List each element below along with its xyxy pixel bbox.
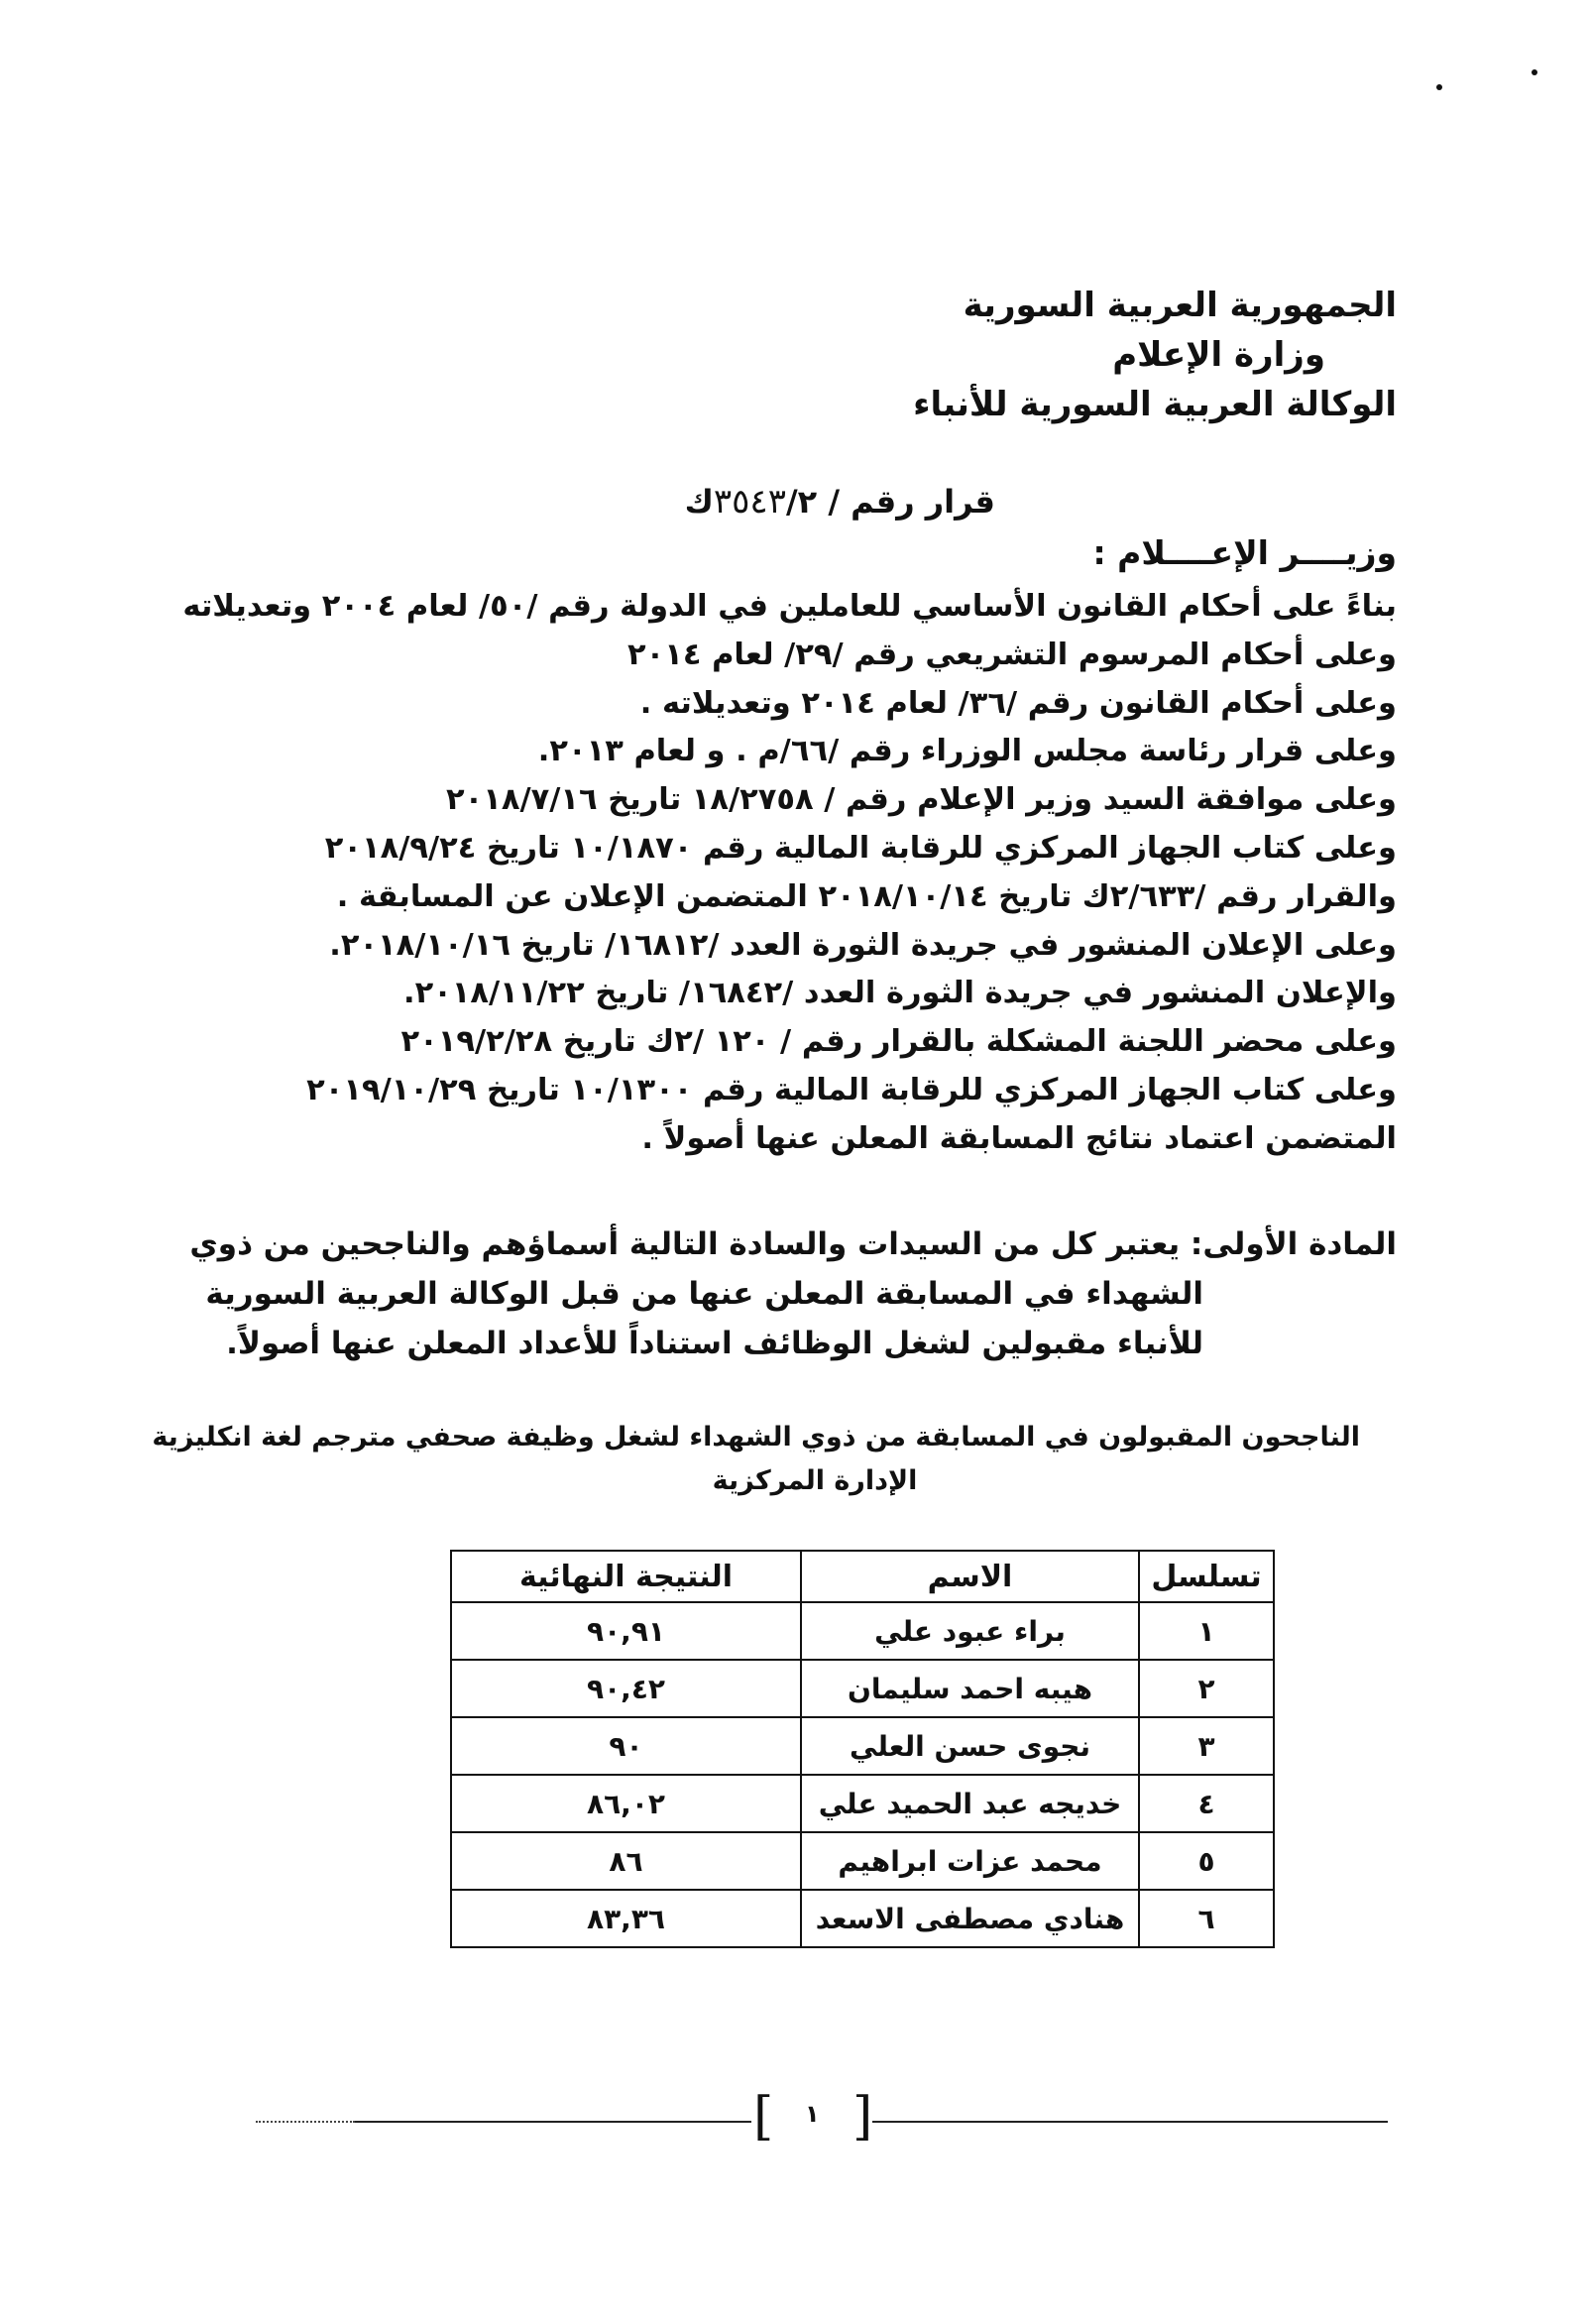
row-name: براء عبود علي [801, 1602, 1139, 1660]
footer-dotted-line [256, 2121, 355, 2123]
row-score: ٨٣,٣٦ [451, 1890, 801, 1947]
row-seq: ٢ [1139, 1660, 1274, 1717]
footer-line-right [872, 2121, 1388, 2123]
article-line: للأنباء مقبولين لشغل الوظائف استناداً للأعداد المعلن عنها أصولاً. [226, 1326, 1203, 1361]
row-score: ٨٦ [451, 1832, 801, 1890]
row-score: ٩٠,٩١ [451, 1602, 801, 1660]
row-score: ٨٦,٠٢ [451, 1775, 801, 1832]
preamble-line: وعلى كتاب الجهاز المركزي للرقابة المالية رقم ١٠/١٨٧٠ تاريخ ٢٠١٨/٩/٢٤ [324, 830, 1397, 866]
preamble-line: وعلى أحكام المرسوم التشريعي رقم /٢٩/ لعام ٢٠١٤ [626, 637, 1397, 672]
row-name: محمد عزات ابراهيم [801, 1832, 1139, 1890]
scan-dot [1532, 69, 1537, 75]
preamble-line: وعلى أحكام القانون رقم /٣٦/ لعام ٢٠١٤ وتعديلاته . [639, 685, 1397, 721]
scan-dot [1436, 84, 1442, 90]
row-seq: ٤ [1139, 1775, 1274, 1832]
row-seq: ٦ [1139, 1890, 1274, 1947]
footer-line-left [355, 2121, 751, 2123]
table-header-row [451, 1551, 1274, 1602]
preamble-line: وعلى قرار رئاسة مجلس الوزراء رقم /٦٦/م . و لعام ٢٠١٣. [537, 734, 1397, 769]
minister-title: وزيــــر الإعــــلام : [1092, 533, 1397, 572]
preamble-line: وعلى الإعلان المنشور في جريدة الثورة العدد /١٦٨١٢/ تاريخ ٢٠١٨/١٠/١٦. [329, 927, 1397, 963]
results-table [450, 1550, 1275, 1948]
page-number: ١ [805, 2100, 820, 2128]
table-row [451, 1602, 1274, 1660]
preamble-line: وعلى محضر اللجنة المشكلة بالقرار رقم / ١٢٠ /٢ك تاريخ ٢٠١٩/٢/٢٨ [400, 1024, 1397, 1060]
caption-line: الناجحون المقبولون في المسابقة من ذوي الشهداء لشغل وظيفة صحفي مترجم لغة انكليزية [152, 1422, 1360, 1452]
table-row [451, 1660, 1274, 1717]
preamble [182, 583, 1397, 1164]
document-header [703, 281, 1397, 429]
preamble-line: المتضمن اعتماد نتائج المسابقة المعلن عنها أصولاً . [641, 1120, 1397, 1156]
republic-name: الجمهورية العربية السورية [963, 286, 1397, 325]
header-seq: تسلسل [1139, 1551, 1274, 1602]
row-name: هنادي مصطفى الاسعد [801, 1890, 1139, 1947]
table-row [451, 1717, 1274, 1775]
footer-brace-right: ] [852, 2087, 873, 2147]
preamble-line: وعلى موافقة السيد وزير الإعلام رقم / ١٨/٢٧٥٨ تاريخ ٢٠١٨/٧/١٦ [446, 782, 1397, 818]
table-row [451, 1832, 1274, 1890]
decision-number [685, 482, 995, 522]
table-row [451, 1890, 1274, 1947]
row-name: نجوى حسن العلي [801, 1717, 1139, 1775]
table-caption [152, 1416, 1360, 1503]
article-line: الشهداء في المسابقة المعلن عنها من قبل الوكالة العربية السورية [205, 1276, 1203, 1312]
decision-suffix: /٢ك [684, 483, 818, 521]
preamble-line: والقرار رقم /٢/٦٣٣ك تاريخ ٢٠١٨/١٠/١٤ المتضمن الإعلان عن المسابقة . [336, 878, 1397, 914]
preamble-line: بناءً على أحكام القانون الأساسي للعاملين في الدولة رقم /٥٠/ لعام ٢٠٠٤ وتعديلاته [182, 589, 1397, 624]
footer-brace-left: [ [753, 2087, 774, 2147]
article-one [189, 1220, 1397, 1368]
ministry-name: وزارة الإعلام [1112, 335, 1325, 375]
header-score: النتيجة النهائية [451, 1551, 801, 1602]
article-line: المادة الأولى: يعتبر كل من السيدات والسادة التالية أسماؤهم والناجحين من ذوي [189, 1226, 1397, 1262]
row-name: خديجه عبد الحميد علي [801, 1775, 1139, 1832]
agency-name: الوكالة العربية السورية للأنباء [913, 385, 1397, 424]
decision-label: قرار رقم / [828, 483, 995, 521]
preamble-line: والإعلان المنشور في جريدة الثورة العدد /١٦٨٤٢/ تاريخ ٢٠١٨/١١/٢٢. [402, 976, 1397, 1011]
row-seq: ٣ [1139, 1717, 1274, 1775]
row-score: ٩٠,٤٢ [451, 1660, 801, 1717]
row-seq: ١ [1139, 1602, 1274, 1660]
table-row [451, 1775, 1274, 1832]
header-name: الاسم [801, 1551, 1139, 1602]
preamble-line: وعلى كتاب الجهاز المركزي للرقابة المالية رقم ١٠/١٣٠٠ تاريخ ٢٠١٩/١٠/٢٩ [306, 1072, 1397, 1107]
row-score: ٩٠ [451, 1717, 801, 1775]
row-seq: ٥ [1139, 1832, 1274, 1890]
decision-handwritten-number: ٣٥٤٣ [713, 482, 786, 522]
row-name: هيبه احمد سليمان [801, 1660, 1139, 1717]
caption-line: الإدارة المركزية [712, 1465, 918, 1496]
